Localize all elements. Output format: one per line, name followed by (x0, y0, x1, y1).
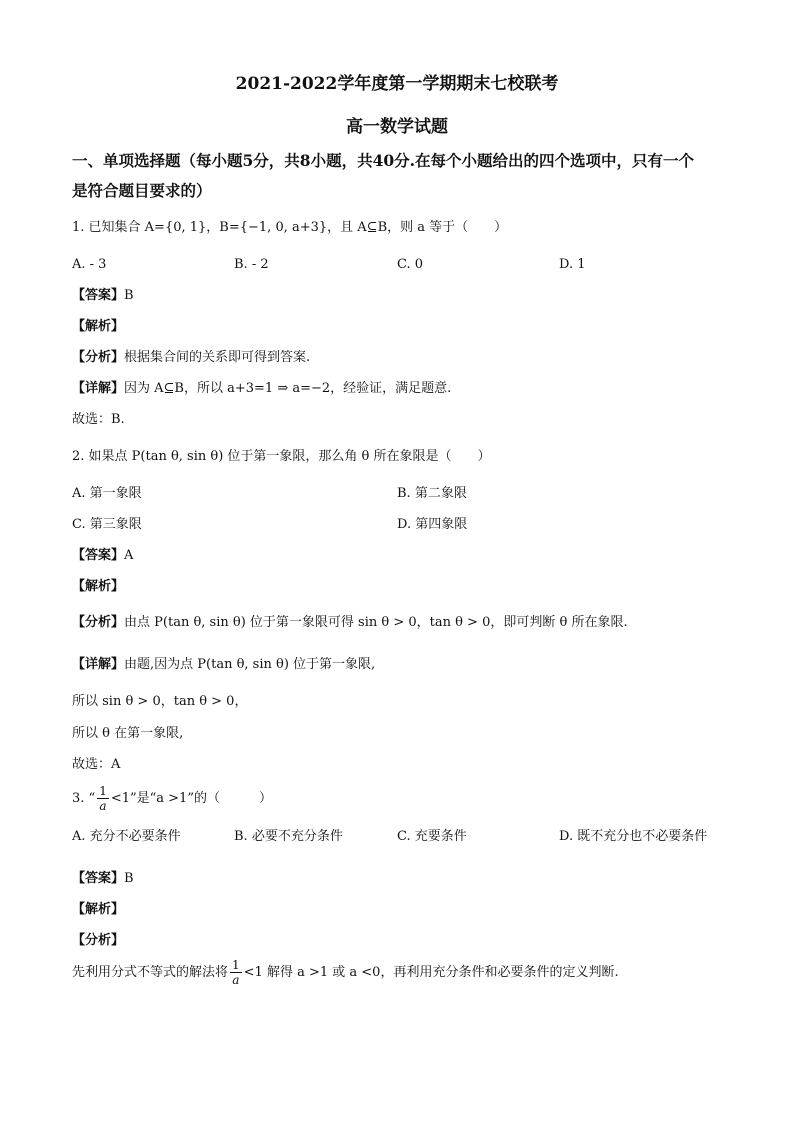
answer-tag: 【答案】 (72, 548, 125, 563)
q1-xiangjie-row (72, 380, 451, 398)
q1-fenxi-row (72, 349, 310, 367)
q2-option-a: A. 第一象限 (72, 486, 142, 501)
q3-stem-suffix: <1”是“a >1”的（ ） (110, 791, 272, 806)
q2-stem: 2. 如果点 P(tan θ, sin θ) 位于第一象限，那么角 θ 所在象限是（ ） (72, 449, 491, 464)
fenxi-tag: 【分析】 (72, 350, 125, 365)
q3-stem (72, 782, 272, 816)
q2-option-b: B. 第二象限 (397, 486, 467, 501)
answer-value: B (124, 288, 134, 303)
q2-detail-line2: 所以 sin θ > 0，tan θ > 0， (72, 694, 248, 709)
q1-option-c: C. 0 (397, 257, 424, 272)
q3-option-b: B. 必要不充分条件 (234, 829, 343, 844)
answer-tag: 【答案】 (72, 871, 125, 886)
xiangjie-tag: 【详解】 (72, 381, 125, 396)
fraction-numerator: 1 (99, 784, 107, 798)
answer-tag: 【答案】 (72, 288, 125, 303)
q3-stem-prefix: 3. “ (72, 791, 96, 806)
xiangjie-tag: 【详解】 (72, 657, 125, 672)
fraction-denominator: a (232, 973, 240, 987)
page-subtitle: 高一数学试题 (346, 117, 448, 137)
q3-option-a: A. 充分不必要条件 (72, 829, 181, 844)
q3-fenxi-tag: 【分析】 (72, 933, 125, 948)
q2-conclusion: 故选：A (72, 757, 121, 772)
q2-fenxi-row (72, 614, 628, 632)
q1-option-d: D. 1 (559, 257, 586, 272)
q3-fenxi-prefix: 先利用分式不等式的解法将 (72, 965, 229, 980)
q3-jiexi-tag: 【解析】 (72, 902, 125, 917)
q2-option-d: D. 第四象限 (397, 517, 468, 532)
q1-option-a: A. - 3 (72, 257, 107, 272)
q3-option-d: D. 既不充分也不必要条件 (559, 829, 708, 844)
fenxi-text: 由点 P(tan θ, sin θ) 位于第一象限可得 sin θ > 0，tan θ > 0，即可判断 θ 所在象限. (124, 615, 628, 630)
q2-option-c: C. 第三象限 (72, 517, 142, 532)
q1-answer-row (72, 287, 134, 305)
page-title: 2021-2022学年度第一学期期末七校联考 (235, 74, 559, 94)
xiangjie-text: 因为 A⊆B，所以 a+3=1 ⇒ a=−2，经验证，满足题意. (124, 381, 452, 396)
section-heading-line1: 一、单项选择题（每小题5分，共8小题，共40分.在每个小题给出的四个选项中，只有一个 (72, 151, 695, 170)
answer-value: B (124, 871, 134, 886)
q3-fenxi-row (72, 956, 619, 990)
q3-fenxi-fraction (230, 958, 242, 987)
q2-xiangjie-row (72, 656, 375, 674)
q2-answer-row (72, 547, 133, 565)
fraction-numerator: 1 (232, 958, 240, 972)
q1-jiexi-tag: 【解析】 (72, 319, 125, 334)
fraction-denominator: a (99, 799, 107, 813)
fenxi-tag: 【分析】 (72, 615, 125, 630)
fenxi-text: 根据集合间的关系即可得到答案. (124, 350, 311, 365)
q2-jiexi-tag: 【解析】 (72, 579, 125, 594)
answer-value: A (124, 548, 134, 563)
xiangjie-text: 由题,因为点 P(tan θ, sin θ) 位于第一象限, (124, 657, 376, 672)
q1-stem: 1. 已知集合 A={0, 1}，B={−1, 0, a+3}，且 A⊆B，则 a 等于（ ） (72, 220, 508, 235)
section-heading-line2: 是符合题目要求的） (72, 181, 212, 200)
q3-fraction (97, 784, 109, 813)
q1-conclusion: 故选：B. (72, 412, 125, 427)
q3-option-c: C. 充要条件 (397, 829, 467, 844)
q1-option-b: B. - 2 (234, 257, 269, 272)
q3-fenxi-suffix: <1 解得 a >1 或 a <0，再利用充分条件和必要条件的定义判断. (243, 965, 619, 980)
q2-detail-line3: 所以 θ 在第一象限, (72, 726, 184, 741)
q3-answer-row (72, 870, 134, 888)
